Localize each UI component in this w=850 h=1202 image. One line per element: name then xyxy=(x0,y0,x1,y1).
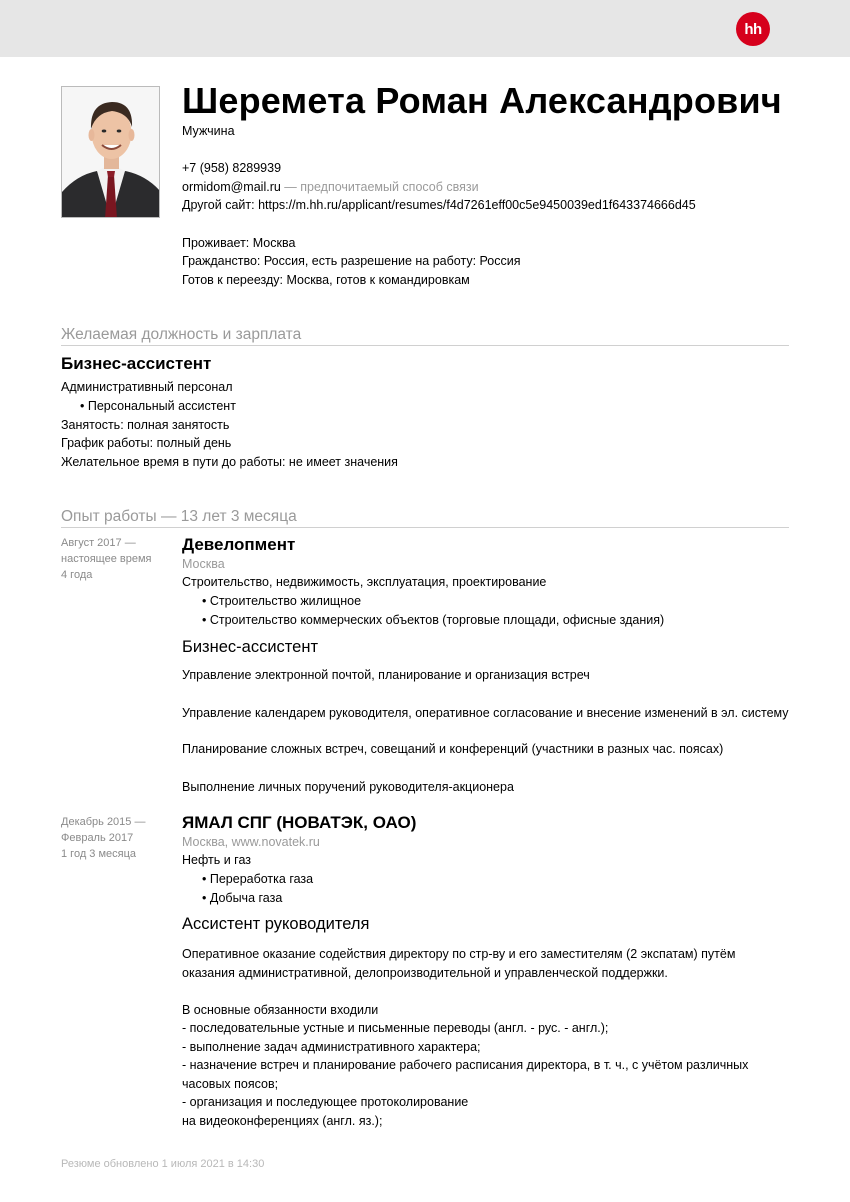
job-duty: Управление электронной почтой, планирование и организация встреч xyxy=(182,668,590,682)
job-duty: - назначение встреч и планирование рабочего расписания директора, в т. ч., с учётом различных xyxy=(182,1058,749,1072)
candidate-name: Шеремета Роман Александрович xyxy=(182,80,782,121)
citizenship: Гражданство: Россия, есть разрешение на работу: Россия xyxy=(182,254,521,268)
section-title-experience: Опыт работы — 13 лет 3 месяца xyxy=(61,508,789,528)
profile-photo xyxy=(61,86,160,218)
gender: Мужчина xyxy=(182,124,235,138)
employment: Занятость: полная занятость xyxy=(61,418,230,432)
desired-category: Административный персонал xyxy=(61,380,233,394)
industry-item: • Переработка газа xyxy=(202,872,314,886)
schedule: График работы: полный день xyxy=(61,436,232,450)
avatar-portrait-icon xyxy=(62,87,160,218)
job-period xyxy=(61,814,145,862)
job-duty: часовых поясов; xyxy=(182,1077,279,1091)
job-duty: оказания административной, делопроизводительной и управленческой поддержки. xyxy=(182,966,668,980)
section-title-desired: Желаемая должность и зарплата xyxy=(61,326,789,346)
job-period-start: Август 2017 — xyxy=(61,537,136,549)
company-name: Девелопмент xyxy=(182,535,296,554)
desired-specialization: • Персональный ассистент xyxy=(80,399,236,413)
job-duty: Выполнение личных поручений руководителя-акционера xyxy=(182,780,514,794)
job-period xyxy=(61,535,152,583)
email-line xyxy=(182,180,479,194)
industry-item: • Строительство коммерческих объектов (торговые площади, офисные здания) xyxy=(202,613,665,627)
job-duty: на видеоконференциях (англ. яз.); xyxy=(182,1114,383,1128)
residence: Проживает: Москва xyxy=(182,236,296,250)
relocation: Готов к переезду: Москва, готов к командировкам xyxy=(182,273,470,287)
job-title: Ассистент руководителя xyxy=(182,915,370,933)
job-duty: - выполнение задач административного характера; xyxy=(182,1040,481,1054)
job-duration: 1 год 3 месяца xyxy=(61,848,137,860)
resume-updated: Резюме обновлено 1 июля 2021 в 14:30 xyxy=(61,1158,265,1170)
job-duty: Оперативное оказание содействия директору по стр-ву и его заместителям (2 экспатам) путём xyxy=(182,947,736,961)
commute-time: Желательное время в пути до работы: не имеет значения xyxy=(61,455,398,469)
job-duty: В основные обязанности входили xyxy=(182,1003,379,1017)
email-link[interactable]: ormidom@mail.ru xyxy=(182,180,281,194)
company-location[interactable]: Москва, www.novatek.ru xyxy=(182,835,320,849)
top-bar xyxy=(0,0,850,57)
job-duty: Планирование сложных встреч, совещаний и конференций (участники в разных час. поясах) xyxy=(182,742,724,756)
phone[interactable]: +7 (958) 8289939 xyxy=(182,161,282,175)
industry-item: • Добыча газа xyxy=(202,891,283,905)
job-period-end: настоящее время xyxy=(61,553,152,565)
job-duty: - организация и последующее протоколирование xyxy=(182,1095,469,1109)
job-title: Бизнес-ассистент xyxy=(182,638,319,656)
desired-position: Бизнес-ассистент xyxy=(61,354,212,373)
company-industry: Нефть и газ xyxy=(182,853,251,867)
industry-item: • Строительство жилищное xyxy=(202,594,362,608)
company-location: Москва xyxy=(182,557,225,571)
hh-logo[interactable]: hh xyxy=(736,12,770,46)
company-industry: Строительство, недвижимость, эксплуатация, проектирование xyxy=(182,575,547,589)
other-site-link[interactable]: Другой сайт: https://m.hh.ru/applicant/resumes/f4d7261eff00c5e9450039ed1f643374666d45 xyxy=(182,198,696,212)
job-duty: Управление календарем руководителя, оперативное согласование и внесение изменений в эл. систему xyxy=(182,706,789,720)
job-period-start: Декабрь 2015 — xyxy=(61,816,146,828)
job-duty: - последовательные устные и письменные переводы (англ. - рус. - англ.); xyxy=(182,1021,609,1035)
company-name: ЯМАЛ СПГ (НОВАТЭК, ОАО) xyxy=(182,813,417,832)
email-note: — предпочитаемый способ связи xyxy=(280,180,479,194)
job-period-end: Февраль 2017 xyxy=(61,832,134,844)
job-duration: 4 года xyxy=(61,569,93,581)
